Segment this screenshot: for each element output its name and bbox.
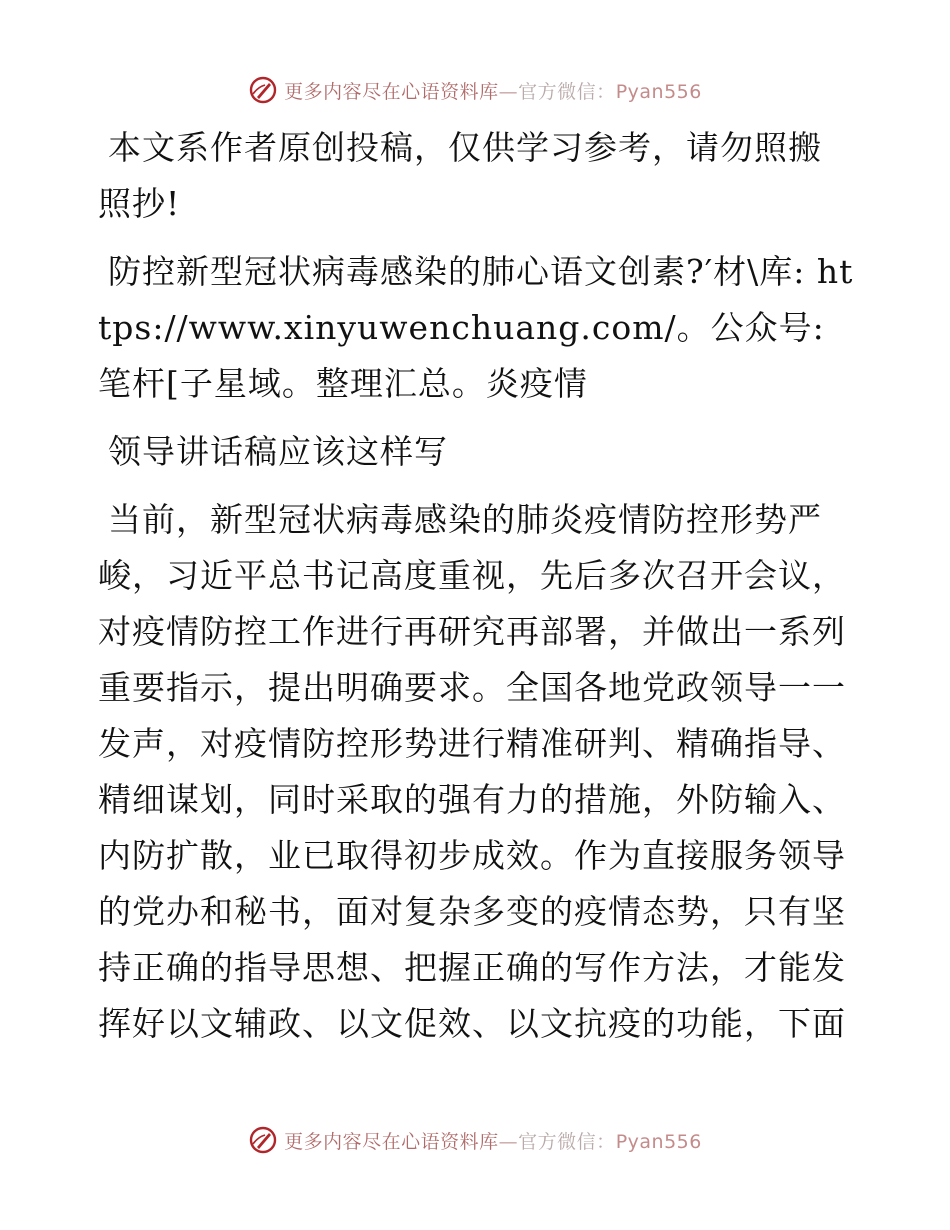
banner-brand: 更多内容尽在心语资料库 — [284, 80, 499, 103]
banner-wechat-id: Pyan556 — [615, 1130, 702, 1153]
footer-watermark-banner — [0, 1120, 950, 1160]
paragraph-source: 防控新型冠状病毒感染的肺心语文创素?′材\库: https://www.xinyuwenchuang.com/。公众号: 笔杆[子星域。整理汇总。炎疫情 — [98, 252, 854, 403]
banner-dash: — — [498, 1130, 519, 1153]
header-watermark-banner — [0, 70, 950, 110]
document-body — [98, 120, 854, 1064]
paragraph-subtitle: 领导讲话稿应该这样写 — [108, 432, 448, 471]
banner-wechat-label: 官方微信： — [518, 80, 616, 103]
banner-dash: — — [498, 80, 519, 103]
banner-wechat-id: Pyan556 — [615, 80, 702, 103]
paragraph-body: 当前，新型冠状病毒感染的肺炎疫情防控形势严峻，习近平总书记高度重视，先后多次召开会议，对疫情防控工作进行再研究再部署，并做出一系列重要指示，提出明确要求。全国各地党政领导一一发声，对疫情防控形势进行精准研判、精确指导、精细谋划，同时采取的强有力的措施，外防输入、内防扩散，业已取得初步成效。作为直接服务领导的党办和秘书，面对复杂多变的疫情态势，只有坚持正确的指导思想、把握正确的写作方法，才能发挥好以文辅政、以文促效、以文抗疫的功能，下面 — [98, 500, 846, 1043]
banner-text — [284, 77, 702, 104]
banner-text — [284, 1127, 702, 1154]
banner-brand: 更多内容尽在心语资料库 — [284, 1130, 499, 1153]
pen-logo-icon — [248, 75, 278, 105]
banner-wechat-label: 官方微信： — [518, 1130, 616, 1153]
pen-logo-icon — [248, 1125, 278, 1155]
paragraph-disclaimer: 本文系作者原创投稿，仅供学习参考，请勿照搬照抄! — [98, 128, 822, 223]
